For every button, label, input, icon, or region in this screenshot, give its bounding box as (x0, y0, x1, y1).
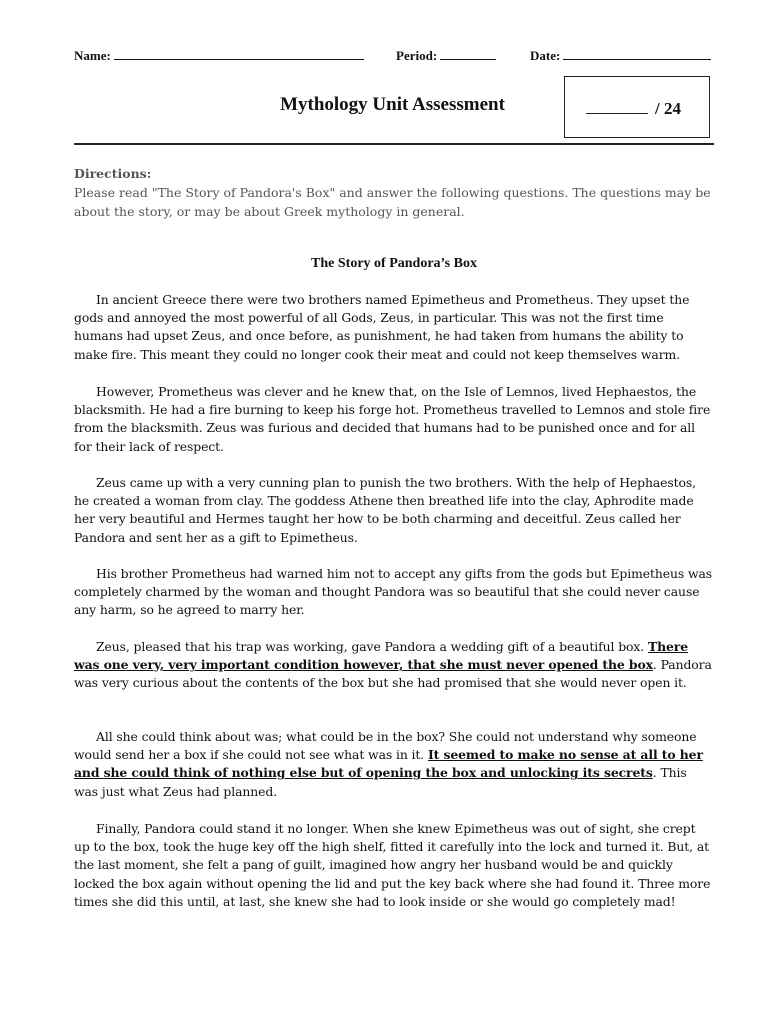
name-label: Name: (74, 48, 111, 63)
name-field[interactable] (74, 47, 364, 64)
period-blank[interactable] (440, 47, 496, 60)
p5-text-c: . Pandora was very curious about the contents of the box but she had promised that she would never open it. (74, 657, 712, 691)
date-blank[interactable] (563, 47, 711, 60)
story-paragraph-3: Zeus came up with a very cunning plan to punish the two brothers. With the help of Hephaestos, he created a woman from clay. The goddess Athene then breathed life into the clay, Aphrodite made her very beautiful and Hermes taught her how to be both charming and deceitful. Zeus called her Pandora and sent her as a gift to Epimetheus. (74, 475, 696, 545)
name-blank[interactable] (114, 47, 364, 60)
period-field[interactable] (396, 47, 496, 64)
directions-section (74, 164, 714, 221)
story-paragraph-4: His brother Prometheus had warned him not to accept any gifts from the gods but Epimetheus was completely charmed by the woman and thought Pandora was so beautiful that she could never cause any harm, so he agreed to marry her. (74, 566, 713, 618)
score-box (564, 76, 710, 138)
period-label: Period: (396, 48, 438, 63)
score-blank[interactable] (586, 113, 648, 114)
header-divider (74, 143, 714, 145)
p6-text-c: . This was just what Zeus had planned. (74, 765, 687, 799)
p6-text-a: All she could think about was; what could be in the box? She could not understand why someone would send her a box if she could not see what was in it. (74, 729, 697, 763)
score-denominator: / 24 (655, 99, 681, 118)
date-field[interactable] (530, 47, 711, 64)
directions-label: Directions: (74, 166, 152, 181)
story-paragraph-6 (74, 728, 714, 801)
p5-text-a: Zeus, pleased that his trap was working, gave Pandora a wedding gift of a beautiful box. (96, 639, 648, 654)
story-paragraph-1: In ancient Greece there were two brothers named Epimetheus and Prometheus. They upset the gods and annoyed the most powerful of all Gods, Zeus, in particular. This was not the first time humans had upset Zeus, and once before, as punishment, he had taken from humans the ability to make fire. This meant they could no longer cook their meat and could not keep themselves warm. (74, 292, 690, 362)
p6-emphasis: It seemed to make no sense at all to her and she could think of nothing else but of opening the box and unlocking its secrets (74, 747, 703, 781)
story-paragraph-5 (74, 638, 714, 693)
story-title: The Story of Pandora’s Box (311, 256, 477, 271)
date-label: Date: (530, 48, 561, 63)
story-paragraph-2: However, Prometheus was clever and he knew that, on the Isle of Lemnos, lived Hephaestos, the blacksmith. He had a fire burning to keep his forge hot. Prometheus travelled to Lemnos and stole fire from the blacksmith. Zeus was furious and decided that humans had to be punished once and for all for their lack of respect. (74, 384, 711, 454)
p5-emphasis: There was one very, very important condition however, that she must never opened the box (74, 639, 688, 673)
page-title: Mythology Unit Assessment (280, 94, 505, 115)
directions-text: Please read "The Story of Pandora's Box" and answer the following questions. The questions may be about the story, or may be about Greek mythology in general. (74, 185, 711, 219)
story-paragraph-7: Finally, Pandora could stand it no longer. When she knew Epimetheus was out of sight, she crept up to the box, took the huge key off the high shelf, fitted it carefully into the lock and turned it. But, at the last moment, she felt a pang of guilt, imagined how angry her husband would be and quickly locked the box again without opening the lid and put the key back where she had found it. Three more times she did this until, at last, she knew she had to look inside or she would go completely mad! (74, 821, 711, 909)
